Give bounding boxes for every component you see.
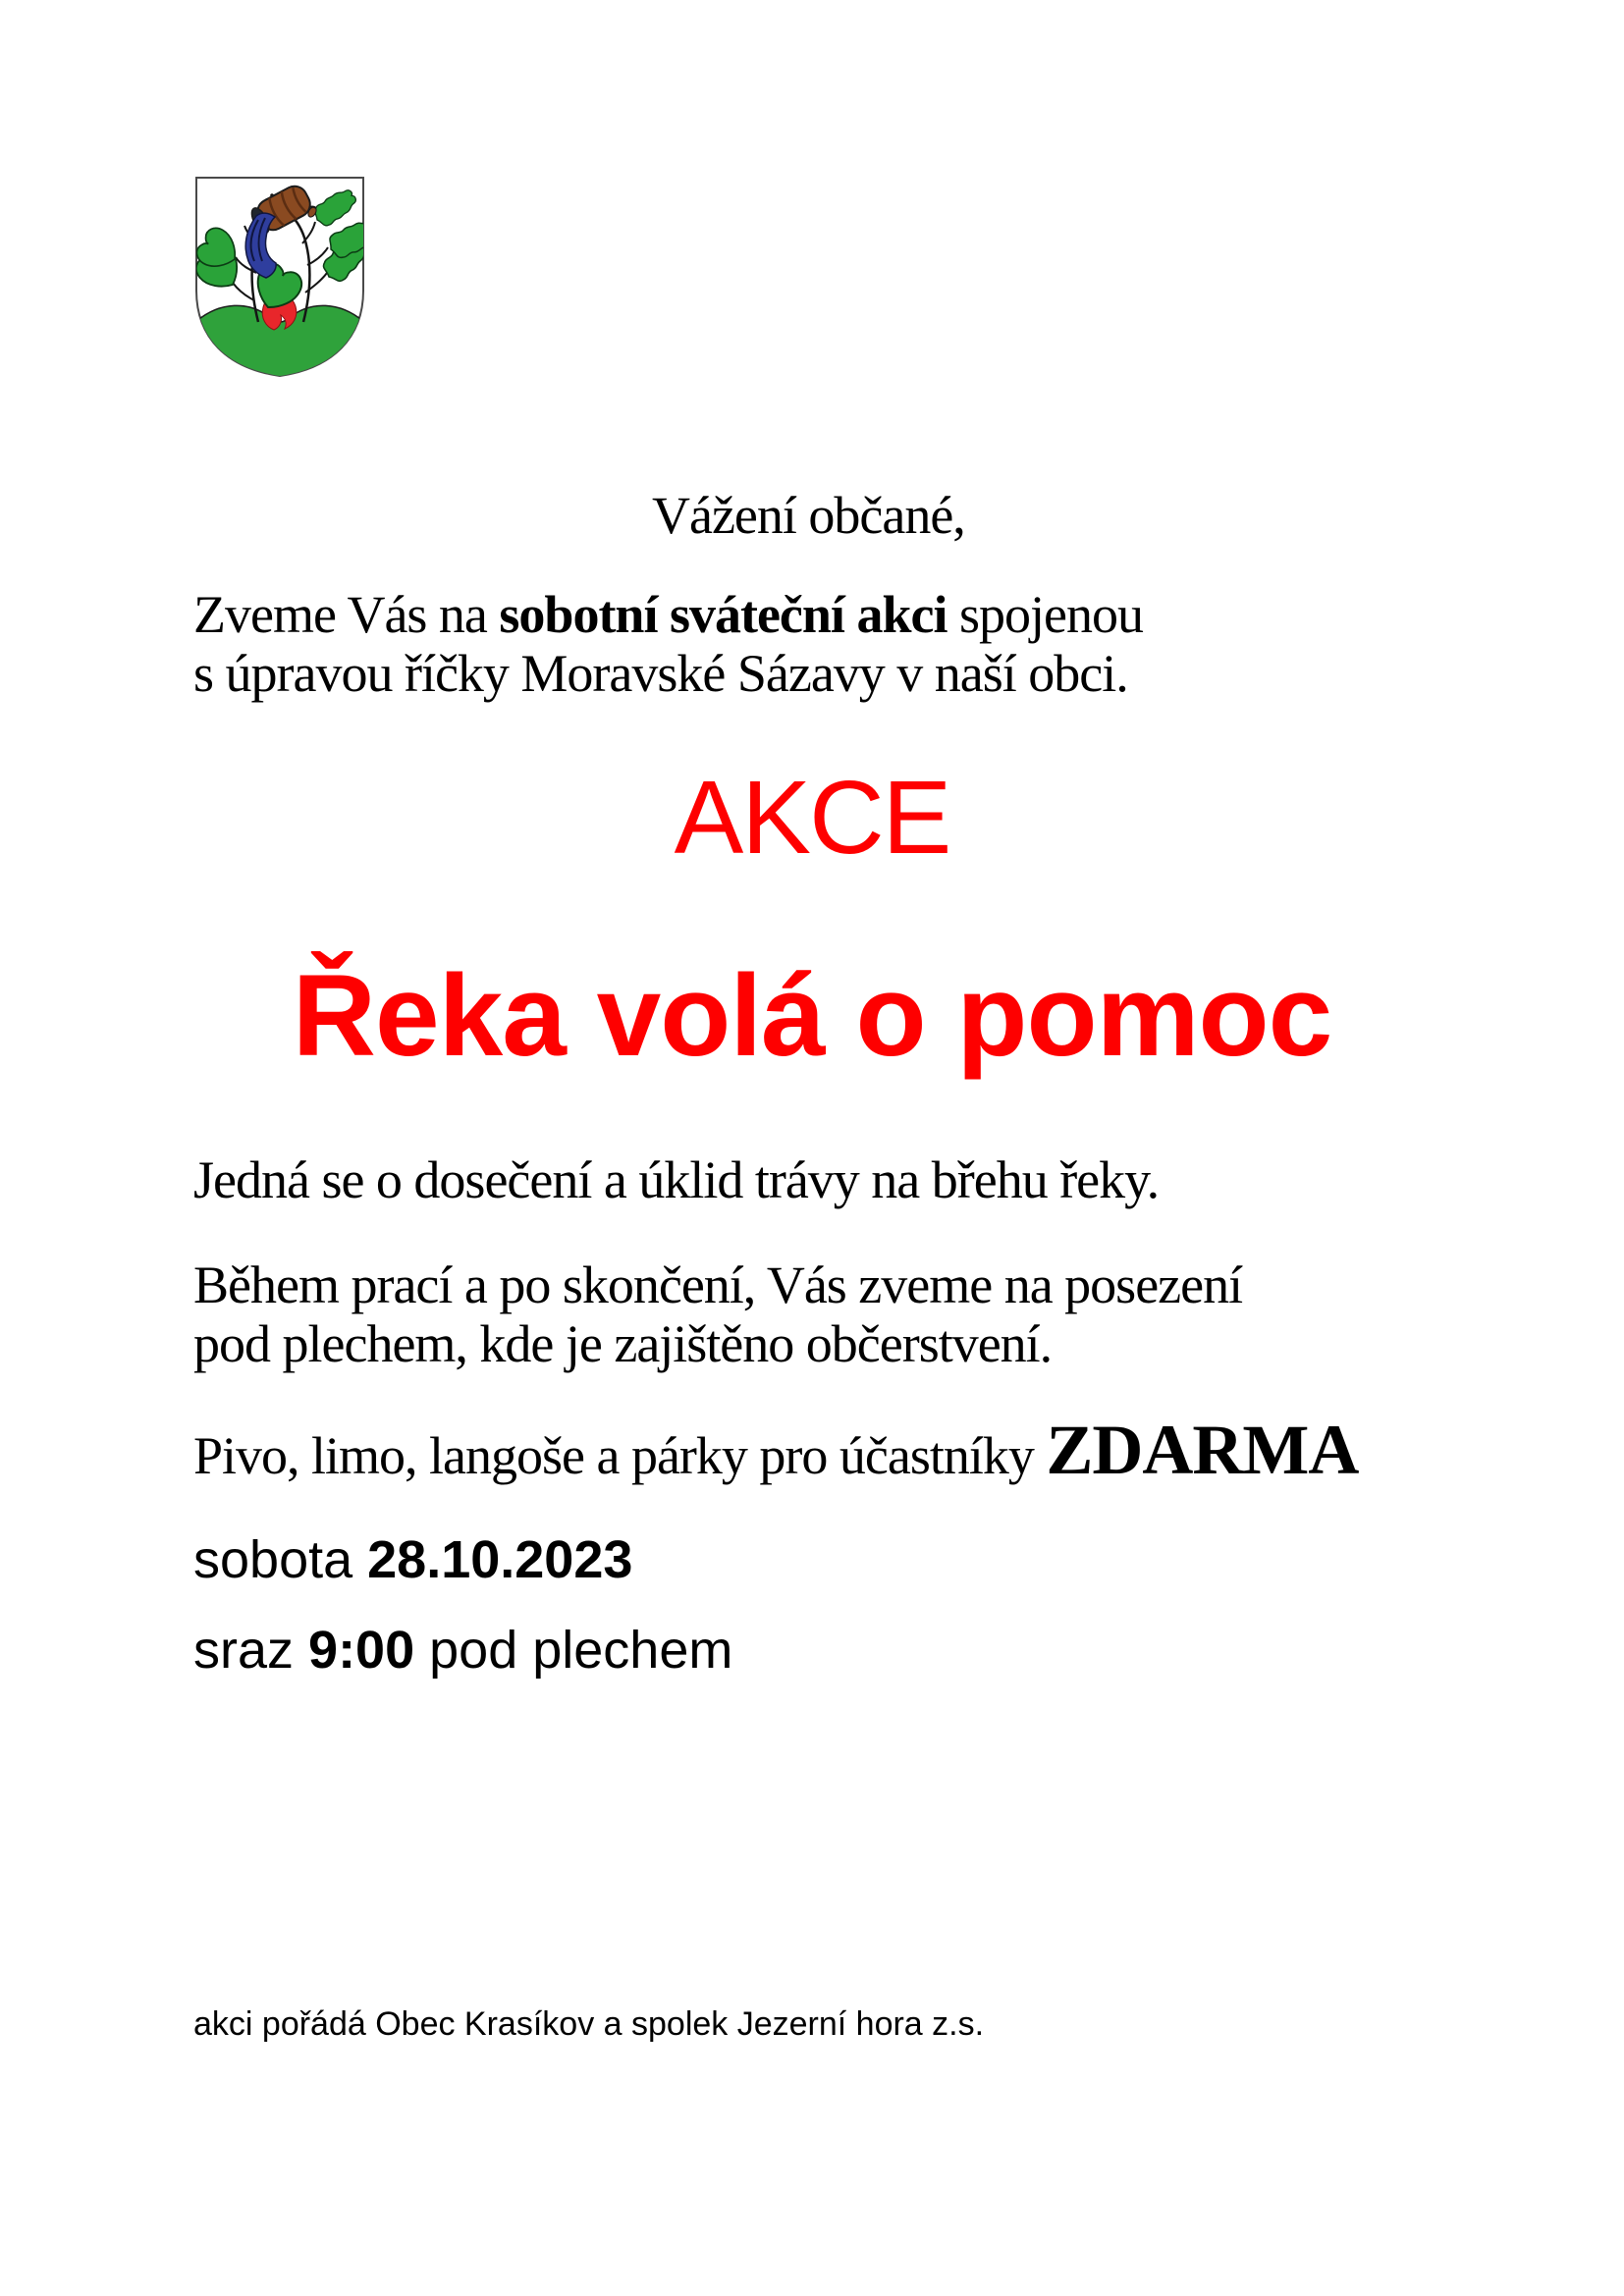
kicker-akce: AKCE	[674, 760, 950, 876]
date-value: 28.10.2023	[367, 1530, 633, 1589]
intro-bold: sobotní sváteční akci	[499, 585, 947, 644]
salutation: Vážení občané,	[652, 486, 965, 545]
date-line	[193, 1530, 632, 1589]
date-label: sobota	[193, 1530, 368, 1589]
paragraph-2	[193, 1255, 1242, 1373]
paragraph-2-line2: pod plechem, kde je zajištěno občerstvení.	[193, 1314, 1053, 1373]
intro-line2: s úpravou říčky Moravské Sázavy v naší obci.	[193, 644, 1128, 703]
intro-post: spojenou	[947, 585, 1143, 644]
main-title: Řeka volá o pomoc	[292, 951, 1332, 1081]
meeting-label: sraz	[193, 1621, 309, 1680]
intro-pre: Zveme Vás na	[193, 585, 500, 644]
paragraph-3	[193, 1411, 1359, 1489]
meeting-time: 9:00	[308, 1621, 415, 1680]
footer-note: akci pořádá Obec Krasíkov a spolek Jezerní hora z.s.	[193, 2005, 985, 2043]
paragraph-1: Jedná se o dosečení a úklid trávy na břehu řeky.	[193, 1150, 1160, 1209]
zdarma-emphasis: ZDARMA	[1046, 1411, 1359, 1489]
meeting-line	[193, 1621, 732, 1680]
meeting-place: pod plechem	[414, 1621, 733, 1680]
paragraph-2-line1: Během prací a po skončení, Vás zveme na posezení	[193, 1255, 1243, 1314]
coat-of-arms	[193, 175, 366, 379]
paragraph-3-pre: Pivo, limo, langoše a párky pro účastníky	[193, 1426, 1047, 1485]
intro-paragraph	[193, 585, 1143, 703]
